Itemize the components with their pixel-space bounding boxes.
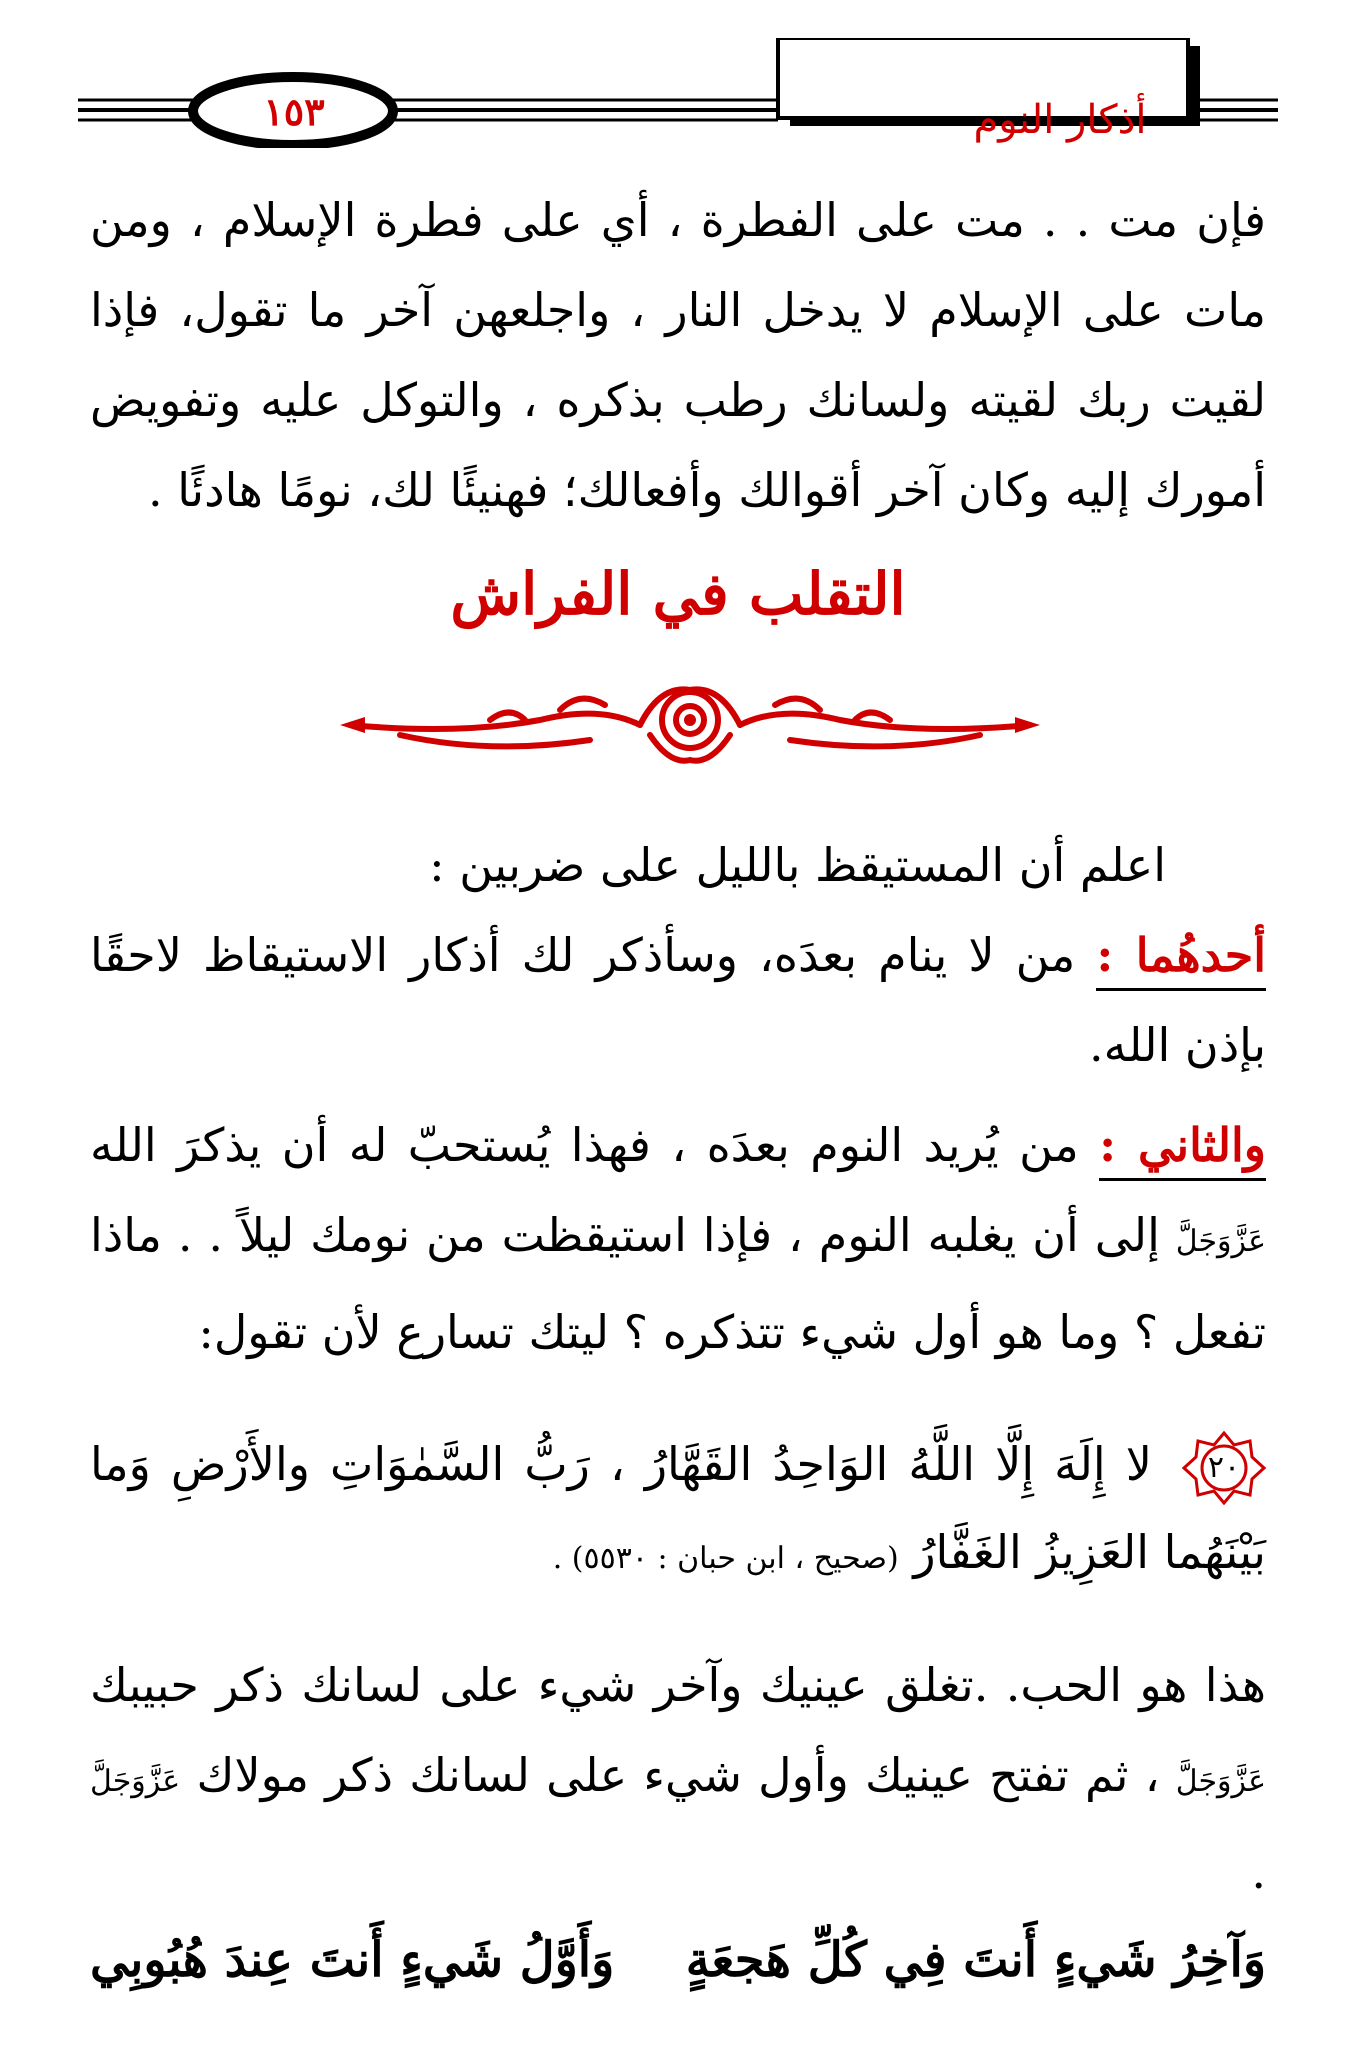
second-text-1: من يُريد النوم بعدَه ، فهذا يُستحبّ له أن يذكرَ الله — [90, 1118, 1079, 1172]
intro-paragraph: فإن مت . . مت على الفطرة ، أي على فطرة الإسلام ، ومن مات على الإسلام لا يدخل النار ، واجلعهن آخر ما تقول، فإذا لقيت ربك لقيته ولسانك رطب بذكره ، والتوكل عليه وتفويض أمورك إليه وكان آخر أقوالك وأفعالك؛ فهنيئًا لك، نومًا هادئًا . — [90, 193, 1266, 517]
second-label: والثاني : — [1099, 1118, 1266, 1181]
dhikr-paragraph — [90, 1420, 1266, 1603]
second-type-paragraph — [90, 1100, 1266, 1377]
dhikr-number-badge — [1182, 1431, 1266, 1505]
reflection-end: . — [1251, 1845, 1266, 1899]
poem-hemistich-1: وَآخِرُ شَيءٍ أَنتَ فِي كُلِّ هَجعَةٍ — [685, 1932, 1266, 1988]
honorific-glyph-2: عَزَّوَجَلَّ — [1175, 1764, 1267, 1799]
poem-verse — [90, 1915, 1266, 2005]
first-label: أحدهُما : — [1096, 928, 1266, 991]
ornament-divider-icon — [340, 665, 1040, 775]
reflection-text-2: ، ثم تفتح عينيك وأول شيء على لسانك ذكر مولاك — [196, 1748, 1160, 1802]
honorific-glyph-3: عَزَّوَجَلَّ — [90, 1764, 181, 1799]
section-heading: التقلب في الفراش — [450, 560, 906, 628]
first-type — [90, 928, 1266, 1072]
poem-hemistich-2: وَأَوَّلُ شَيءٍ أَنتَ عِندَ هُبُوبِي — [90, 1932, 615, 1988]
reflection-paragraph — [90, 1640, 1266, 1917]
types-intro-line: اعلم أن المستيقظ بالليل على ضربين : — [429, 838, 1166, 892]
dhikr-number: ٢٠ — [1207, 1450, 1241, 1485]
page-header — [78, 38, 1278, 148]
honorific-glyph: عَزَّوَجَلَّ — [1175, 1224, 1266, 1259]
first-text: من لا ينام بعدَه، وسأذكر لك أذكار الاستيقاظ لاحقًا بإذن الله. — [90, 928, 1266, 1072]
dhikr-source: (صحيح ، ابن حبان : ٥٥٣٠) . — [552, 1541, 899, 1576]
dhikr-text: لا إِلَهَ إِلَّا اللَّهُ الوَاحِدُ القَهَّارُ ، رَبُّ السَّمٰوَاتِ والأَرْضِ وَما بَيْنَهُما العَزِيزُ الغَفَّارُ — [90, 1437, 1266, 1579]
second-text-2: إلى أن يغلبه النوم ، فإذا استيقظت من نومك ليلاً . . ماذا تفعل ؟ وما هو أول شيء تتذكره ؟ ليتك تسارع لأن تقول: — [90, 1208, 1266, 1359]
page-number: ١٥٣ — [263, 88, 325, 134]
reflection-text-1: هذا هو الحب. .تغلق عينيك وآخر شيء على لسانك ذكر حبيبك — [90, 1658, 1266, 1712]
chapter-title: أذكار النوم — [973, 97, 1147, 143]
types-paragraph — [90, 820, 1266, 1090]
